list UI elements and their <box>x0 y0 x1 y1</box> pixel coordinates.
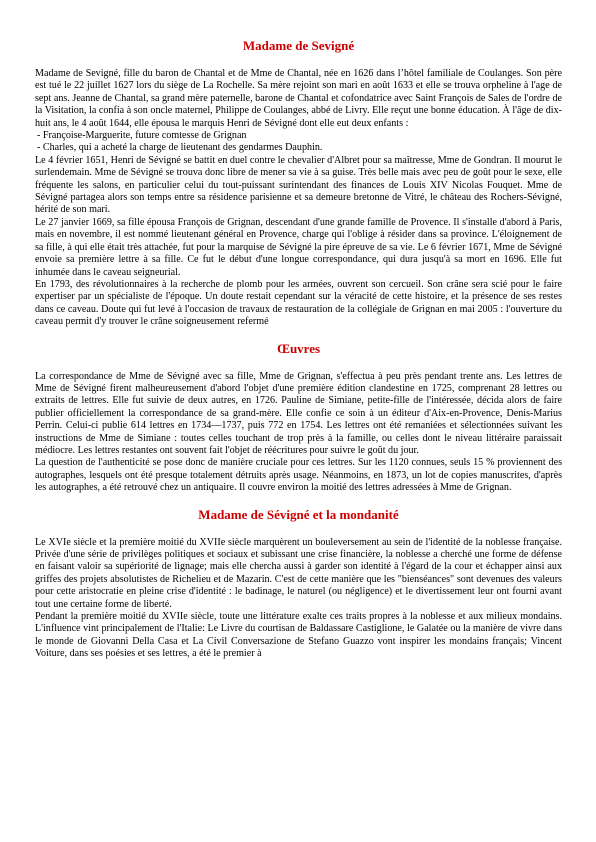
list-item: - Françoise-Marguerite, future comtesse de Grignan <box>37 130 247 142</box>
oeuvres-section <box>35 371 562 495</box>
section-title-mondanite: Madame de Sévigné et la mondanité <box>198 506 399 522</box>
document-content <box>35 38 562 661</box>
paragraph: Le 4 février 1651, Henri de Sévigné se battit en duel contre le chevalier d'Albret pour sa maîtresse, Mme de Gondran. Il mourut le surlendemain. Mme de Sévigné se trouva donc libre de mener sa vie à sa guise. Très belle mais avec peu de goût pour le sexe, elle fréquente les salons, en particulier celui du tout-puissant surintendant des finances de Louis XIV Nicolas Fouquet. Mme de Sévigné partagea alors son temps entre sa résidence parisienne et sa demeure bretonne de Vitré, le château des Rochers-Sévigné, hérité de son mari. <box>35 154 562 216</box>
page-title: Madame de Sevigné <box>242 38 355 53</box>
paragraph: En 1793, des révolutionnaires à la recherche de plomb pour les armées, ouvrent son cercueil. Son crâne sera scié pour le faire expertiser par un spécialiste de l'époque. Un doute restait cependant sur la véracité de cette histoire, et la présence de ses restes dans ce caveau. Doute qui fut levé à l'occasion de travaux de restauration de la collégiale de Grignan en mai 2005 : l'ouverture du caveau permit d'y trouver le crâne soigneusement refermé <box>35 278 562 328</box>
paragraph: Le 27 janvier 1669, sa fille épousa François de Grignan, descendant d'une grande famille de Provence. Il s'installe d'abord à Paris, mais en novembre, il est nommé lieutenant général en Provence, charge qui l'oblige à résider dans sa province. L'éloignement de sa fille, à qui elle était très attachée, fut pour la marquise de Sévigné la pire épreuve de sa vie. Le 6 février 1671, Mme de Sévigné envoie sa première lettre à sa fille. Ce fut le début d'une longue correspondance, qui dura jusqu'à sa mort en 1696. Elle fut inhumée dans le caveau seigneurial. <box>35 216 562 278</box>
paragraph: La correspondance de Mme de Sévigné avec sa fille, Mme de Grignan, s'effectua à peu près pendant trente ans. Les lettres de Mme de Sévigné firent malheureusement d'abord l'objet d'une première édition clandestine en 1725, comprenant 28 lettres ou extraits de lettres. Elle fut suivie de deux autres, en 1726. Pauline de Simiane, petite-fille de l'intéressée, décida alors de faire publier officiellement la correspondance de sa grand-mère. Elle confie ce soin à un éditeur d'Aix-en-Provence, Denis-Marius Perrin. Celui-ci publie 614 lettres en 1734—1737, puis 772 en 1754. Les lettres ont été remaniées et sélectionnées suivant les instructions de Mme de Simiane : toutes celles touchant de trop près à la famille, ou celles dont le niveau littéraire paraissait médiocre. Les lettres restantes ont souvent fait l'objet de réécritures pour suivre le goût du jour. <box>35 370 562 456</box>
list-item: - Charles, qui a acheté la charge de lieutenant des gendarmes Dauphin. <box>37 142 323 154</box>
section-title-oeuvres: Œuvres <box>276 340 321 356</box>
biography-section <box>35 68 562 329</box>
paragraph: Le XVIe siècle et la première moitié du XVIIe siècle marquèrent un bouleversement au sein de l'identité de la noblesse française. Privée d'une série de privilèges politiques et sociaux et subissant une crise financière, la noblesse a cherché une forme de défense en faisant valoir sa supériorité de lignage; mais elle chercha aussi à garder son identité à l'égard de la cour et échapper ainsi aux griffes des projets absolutistes de Richelieu et de Mazarin. C'est de cette manière que les "bienséances" sont devenues des valeurs pour cette aristocratie en pleine crise d'identité : le badinage, le naturel (ou négligence) et le divertissement leur ont fourni avant tout une certaine forme de liberté. <box>35 536 562 610</box>
paragraph: La question de l'authenticité se pose donc de manière cruciale pour ces lettres. Sur les 1120 connues, seuls 15 % proviennent des autographes, lesquels ont été presque totalement détruits après usage. Néanmoins, en 1873, un lot de copies manuscrites, d'après les autographes, a été retrouvé chez un antiquaire. Il couvre environ la moitié des lettres adressées à Mme de Grignan. <box>35 457 562 494</box>
paragraph: Madame de Sevigné, fille du baron de Chantal et de Mme de Chantal, née en 1626 dans l’hôtel familiale de Coulanges. Son père est tué le 22 juillet 1627 lors du siège de La Rochelle. Sa mère rejoint son mari en août 1633 et elle se trouva orpheline à l'age de sept ans. Jeanne de Chantal, sa grand mère paternelle, barone de Chantal et cofondatrice avec Saint François de Sales de l'ordre de la Visitation, la confia à son oncle maternel, Philippe de Coulanges, abbé de Livry. Elle reçut une bonne éducation. À l'âge de dix-huit ans, le 4 août 1644, elle épousa le marquis Henri de Sévigné dont elle eut deux enfants : <box>35 68 562 129</box>
mondanite-section <box>35 537 562 661</box>
paragraph: Pendant la première moitié du XVIIe siècle, toute une littérature exalte ces traits propres à la noblesse et aux milieux mondains. L'influence vint principalement de l'Italie: Le Livre du courtisan de Baldassare Castiglione, le Galatée ou la manière de vivre dans le monde de Giovanni Della Casa et La Civil Conversazione de Stefano Guazzo vont inspirer les mondains français; Vincent Voiture, dans ses poésies et ses lettres, a été le premier à <box>35 611 562 660</box>
